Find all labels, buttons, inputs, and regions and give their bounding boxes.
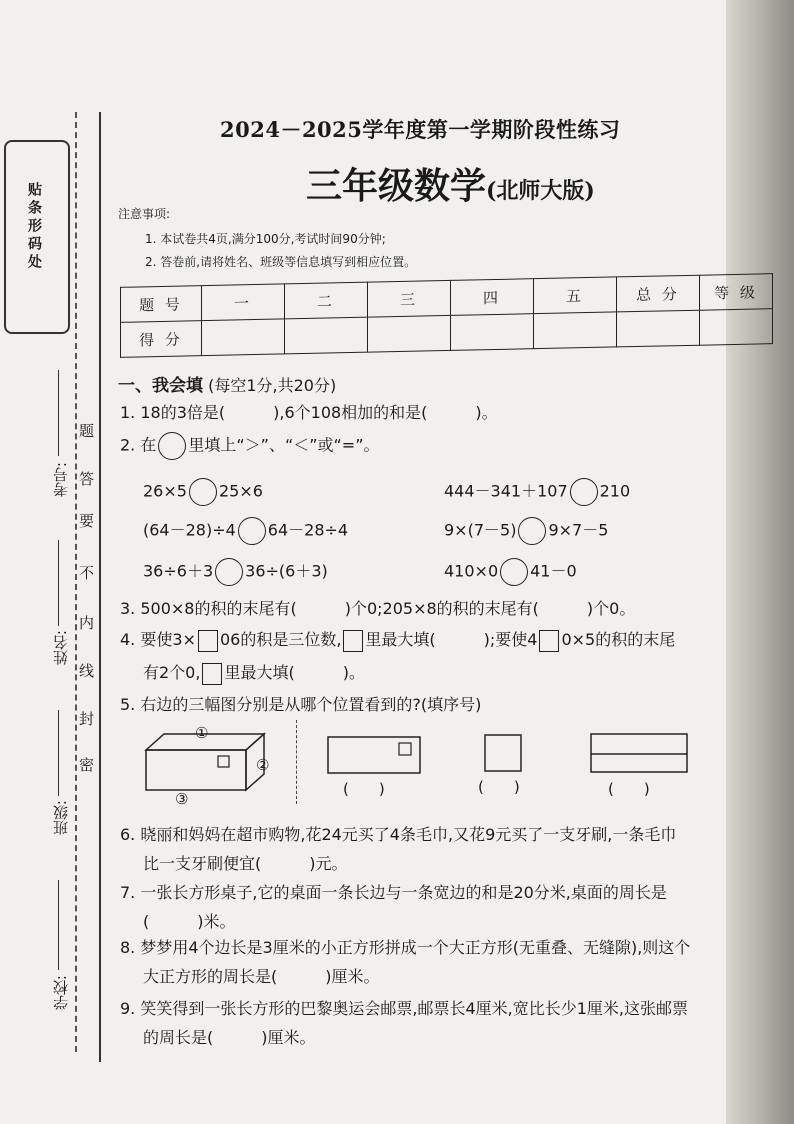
question-8-line1: 8. 梦梦用4个边长是3厘米的小正方形拼成一个大正方形(无重叠、无缝隙),则这个 <box>120 938 691 957</box>
compare-item <box>143 478 263 506</box>
question-6-line2: 比一支牙刷便宜( )元。 <box>143 854 348 873</box>
score-header-cell: 一 <box>202 284 285 321</box>
subject-name: 三年级数学 <box>306 165 487 207</box>
question-8-line2: 大正方形的周长是( )厘米。 <box>143 967 380 986</box>
seal-char: 封 <box>79 710 95 728</box>
question-3: 3. 500×8的积的末尾有( )个0;205×8的积的末尾有( )个0。 <box>120 599 636 618</box>
q4-text: 06的积是三位数, <box>219 630 342 649</box>
digit-box[interactable] <box>539 630 559 652</box>
compare-item <box>444 558 577 586</box>
question-4-line1 <box>120 627 675 652</box>
q2-prefix: 2. 在 <box>120 435 157 455</box>
expr-left: 36÷6＋3 <box>143 561 214 581</box>
class-field[interactable] <box>58 710 59 796</box>
exam-no-label: 考号: <box>52 462 70 498</box>
seal-char: 不 <box>79 564 95 582</box>
score-row-label: 得 分 <box>121 321 202 358</box>
direction-mark-right: ② <box>256 756 270 774</box>
seal-char: 答 <box>79 470 95 488</box>
question-9-line2: 的周长是( )厘米。 <box>143 1028 316 1047</box>
expr-left: 410×0 <box>444 561 499 581</box>
subject-title <box>306 158 595 209</box>
digit-box[interactable] <box>198 630 218 652</box>
margin-line <box>99 112 101 1062</box>
school-field[interactable] <box>58 880 59 970</box>
score-header-cell: 二 <box>285 282 368 319</box>
q4-text: 里最大填( );要使4 <box>365 630 538 649</box>
expr-right: 41－0 <box>530 561 577 581</box>
notice-item: 1. 本试卷共4页,满分100分,考试时间90分钟; <box>145 232 386 246</box>
name-field[interactable] <box>58 540 59 626</box>
class-label: 班级: <box>52 800 70 836</box>
barcode-sticker-label: 贴条形码处 <box>26 182 42 272</box>
compare-item <box>143 558 328 586</box>
section-note: (每空1分,共20分) <box>208 376 337 395</box>
cut-line <box>75 112 77 1052</box>
figure-divider <box>296 720 297 804</box>
direction-mark-front: ③ <box>175 790 189 808</box>
seal-char: 题 <box>79 422 95 440</box>
seal-char: 要 <box>79 512 95 530</box>
expr-left: (64－28)÷4 <box>143 520 236 540</box>
score-header-cell: 等 级 <box>700 274 773 311</box>
answer-circle[interactable] <box>215 558 243 586</box>
question-5: 5. 右边的三幅图分别是从哪个位置看到的?(填序号) <box>120 695 482 714</box>
expr-right: 9×7－5 <box>548 520 609 540</box>
compare-item <box>444 478 630 506</box>
answer-circle[interactable] <box>189 478 217 506</box>
score-header-cell: 题 号 <box>121 286 202 323</box>
question-9-line1: 9. 笑笑得到一张长方形的巴黎奥运会邮票,邮票长4厘米,宽比长少1厘米,这张邮票 <box>120 999 688 1018</box>
exam-title: 2024－2025学年度第一学期阶段性练习 <box>220 117 621 142</box>
question-1: 1. 18的3倍是( ),6个108相加的和是( )。 <box>120 403 498 422</box>
q2-suffix: 里填上“＞”、“＜”或“=”。 <box>188 435 380 455</box>
answer-blank[interactable]: ( ) <box>478 778 520 796</box>
answer-circle[interactable] <box>570 478 598 506</box>
score-cell[interactable] <box>202 319 285 356</box>
answer-circle[interactable] <box>238 517 266 545</box>
expr-right: 36÷(6＋3) <box>245 561 328 581</box>
expr-right: 25×6 <box>218 481 263 501</box>
answer-circle[interactable] <box>518 517 546 545</box>
question-7-line1: 7. 一张长方形桌子,它的桌面一条长边与一条宽边的和是20分米,桌面的周长是 <box>120 883 667 902</box>
score-cell[interactable] <box>285 317 368 354</box>
question-7-line2: ( )米。 <box>143 912 236 931</box>
compare-item <box>444 517 608 545</box>
score-cell[interactable] <box>700 309 773 346</box>
digit-box-icon <box>343 630 363 652</box>
digit-box-icon <box>202 663 222 685</box>
seal-char: 内 <box>79 614 95 632</box>
score-cell[interactable] <box>368 315 451 352</box>
answer-blank[interactable]: ( ) <box>343 780 385 798</box>
score-header-cell: 五 <box>534 277 617 314</box>
score-cell[interactable] <box>451 314 534 351</box>
question-4-line2 <box>143 660 365 685</box>
question-6-line1: 6. 晓丽和妈妈在超市购物,花24元买了4条毛巾,又花9元买了一支牙刷,一条毛巾 <box>120 825 677 844</box>
seal-char: 密 <box>79 756 95 774</box>
question-2 <box>120 432 380 460</box>
name-label: 姓名: <box>52 630 70 666</box>
edition-label: (北师大版) <box>486 178 595 204</box>
score-header-cell: 总 分 <box>617 275 700 312</box>
q4-text: 4. 要使3× <box>120 630 196 649</box>
expr-right: 210 <box>599 481 631 501</box>
view-figure-a <box>327 736 423 776</box>
seal-char: 线 <box>79 662 95 680</box>
score-cell[interactable] <box>617 310 700 347</box>
section-title: 一、我会填 <box>118 376 203 396</box>
answer-circle[interactable] <box>500 558 528 586</box>
scan-shadow-edge <box>726 0 794 1124</box>
notice-heading: 注意事项: <box>118 207 171 221</box>
compare-item <box>143 517 348 545</box>
q4-text: 0×5的积的末尾 <box>561 630 676 649</box>
view-figure-c <box>590 732 690 776</box>
answer-blank[interactable]: ( ) <box>608 780 650 798</box>
section-heading <box>118 371 336 396</box>
score-header-cell: 四 <box>451 279 534 316</box>
score-header-cell: 三 <box>368 280 451 317</box>
expr-left: 444－341＋107 <box>444 481 568 501</box>
expr-right: 64－28÷4 <box>267 520 349 540</box>
score-cell[interactable] <box>534 312 617 349</box>
direction-mark-top: ① <box>195 724 209 742</box>
notice-item: 2. 答卷前,请将姓名、班级等信息填写到相应位置。 <box>145 255 417 269</box>
exam-no-field[interactable] <box>58 370 59 456</box>
q4-text: 有2个0, <box>143 663 201 682</box>
school-label: 学校: <box>52 975 70 1011</box>
compare-circle-icon <box>158 432 186 460</box>
q4-text: 里最大填( )。 <box>224 663 365 682</box>
expr-left: 9×(7－5) <box>444 520 517 540</box>
view-figure-b <box>484 734 524 774</box>
expr-left: 26×5 <box>143 481 187 501</box>
score-table <box>120 273 773 358</box>
